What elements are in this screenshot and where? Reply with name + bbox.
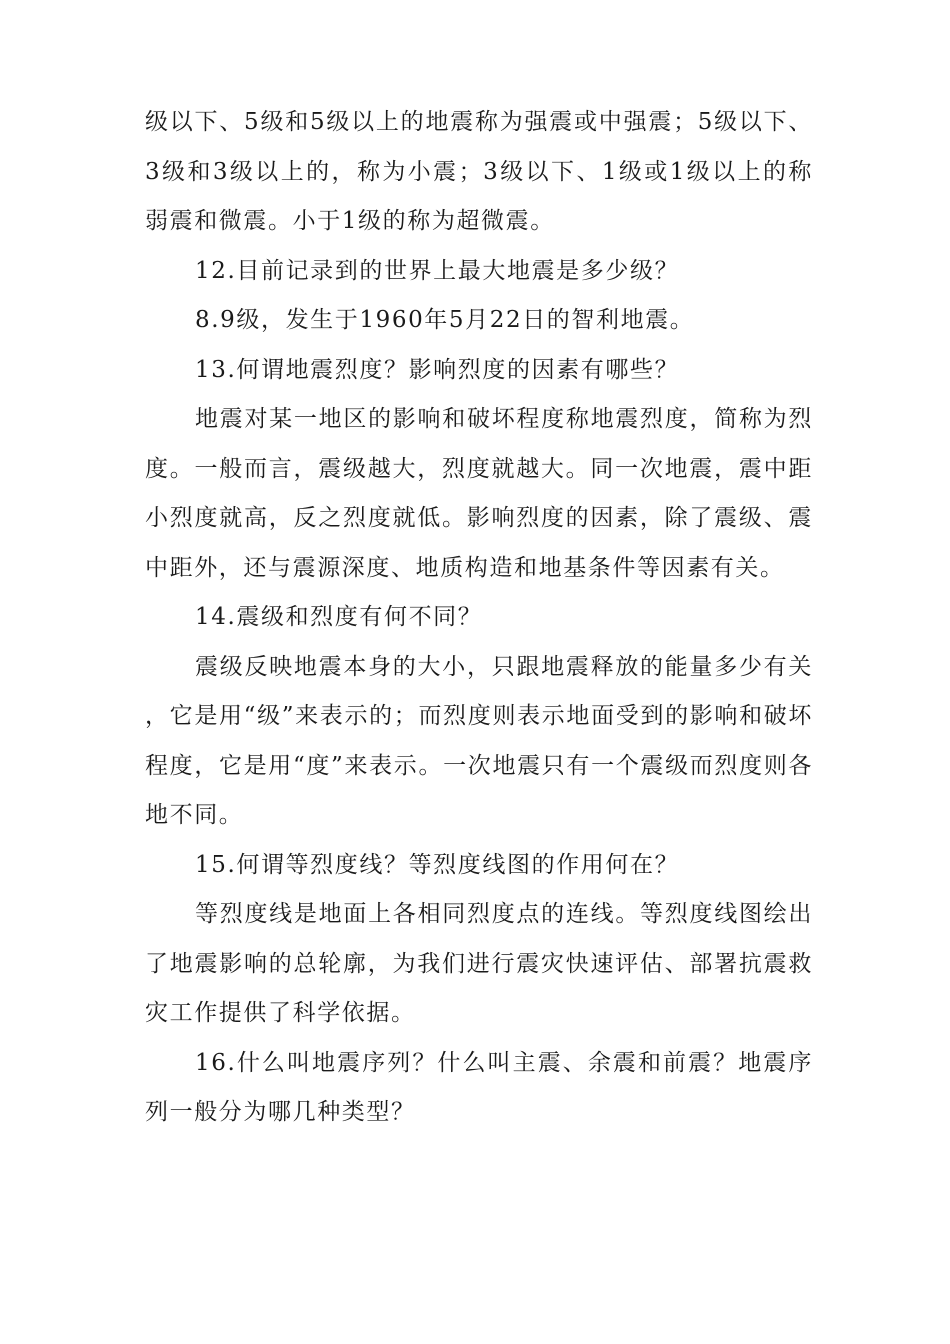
answer-15: 等烈度线是地面上各相同烈度点的连线。等烈度线图绘出了地震影响的总轮廓，为我们进行震灾快速评估、部署抗震救灾工作提供了科学依据。: [145, 901, 813, 1026]
question-16: 16.什么叫地震序列？什么叫主震、余震和前震？地震序列一般分为哪几种类型？: [145, 1049, 813, 1125]
question-15: 15.何谓等烈度线？等烈度线图的作用何在？: [195, 851, 680, 878]
answer-14: 震级反映地震本身的大小，只跟地震释放的能量多少有关，它是用“级”来表示的；而烈度则表示地面受到的影响和破坏程度，它是用“度”来表示。一次地震只有一个震级而烈度则各地不同。: [145, 653, 813, 828]
paragraph-magnitude-classes: 级以下、5级和5级以上的地震称为强震或中强震；5级以下、3级和3级以上的，称为小震；3级以下、1级或1级以上的称弱震和微震。小于1级的称为超微震。: [145, 109, 813, 234]
question-12: 12.目前记录到的世界上最大地震是多少级？: [195, 257, 680, 284]
answer-13: 地震对某一地区的影响和破坏程度称地震烈度，简称为烈度。一般而言，震级越大，烈度就越大。同一次地震，震中距小烈度就高，反之烈度就低。影响烈度的因素，除了震级、震中距外，还与震源深度、地质构造和地基条件等因素有关。: [145, 406, 813, 581]
answer-12: 8.9级，发生于1960年5月22日的智利地震。: [195, 307, 695, 333]
document-page: [145, 98, 813, 1138]
question-14: 14.震级和烈度有何不同？: [195, 604, 483, 630]
question-13: 13.何谓地震烈度？影响烈度的因素有哪些？: [195, 356, 680, 383]
